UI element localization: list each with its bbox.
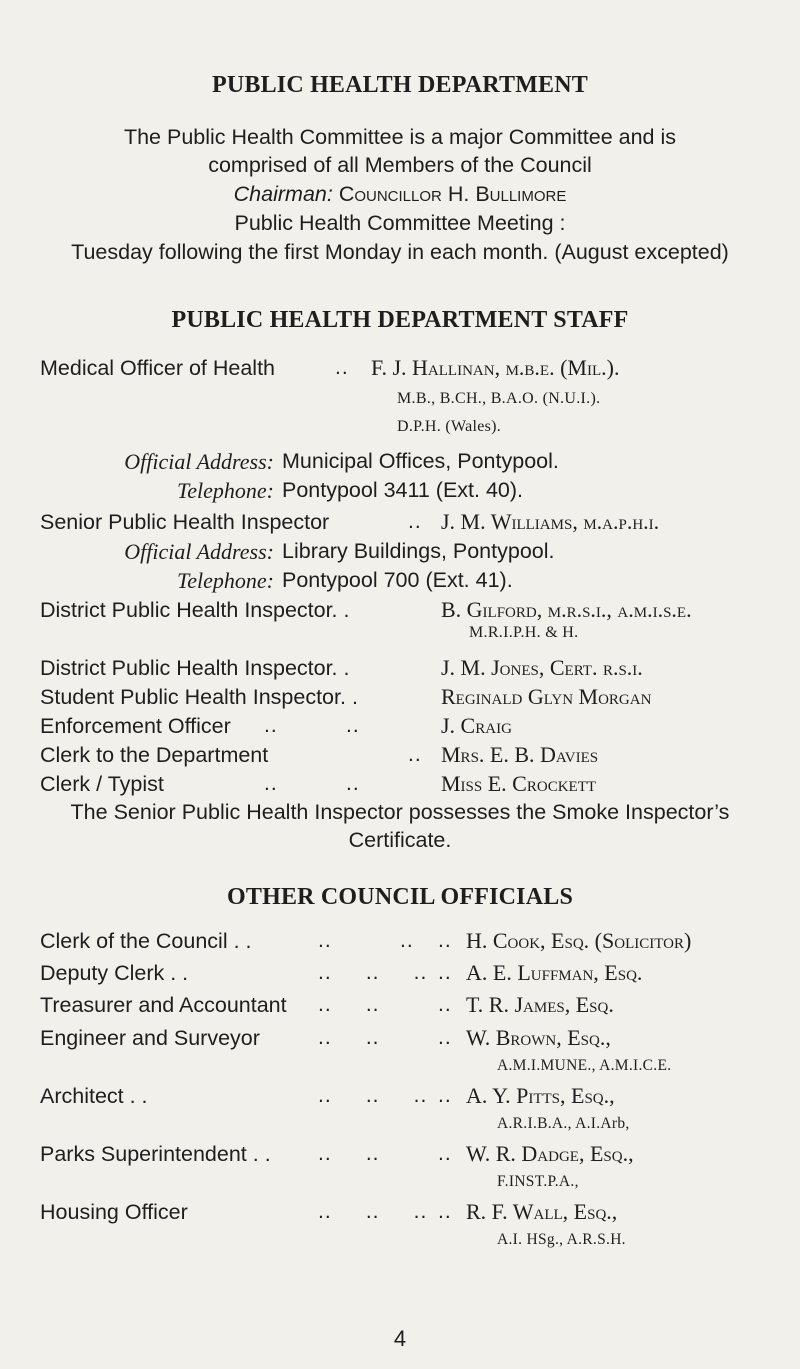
sphi-telephone-label: Telephone: xyxy=(177,568,274,593)
official-dots: .. .. .. xyxy=(318,1084,428,1107)
official-name: H. Cook, Esq. (Solicitor) xyxy=(466,928,692,953)
official-dots: .. .. .. xyxy=(318,961,428,984)
official-role: Housing Officer xyxy=(40,1200,188,1224)
typist-dots: .. .. xyxy=(264,772,360,795)
dphi1-qualifications: M.R.I.P.H. & H. xyxy=(469,624,579,641)
section-title-staff: PUBLIC HEALTH DEPARTMENT STAFF xyxy=(171,307,629,333)
typist-role: Clerk / Typist xyxy=(40,772,164,796)
official-dots: .. .. xyxy=(318,993,380,1016)
moh-telephone-label: Telephone: xyxy=(177,478,274,503)
clerk-dept-role: Clerk to the Department xyxy=(40,743,269,767)
official-name: T. R. James, Esq. xyxy=(466,992,614,1017)
meeting-label: Public Health Committee Meeting : xyxy=(234,211,566,235)
official-qualifications: A.M.I.MUNE., A.M.I.C.E. xyxy=(497,1057,672,1074)
sphi-telephone: Pontypool 700 (Ext. 41). xyxy=(282,568,513,592)
section-title-public-health: PUBLIC HEALTH DEPARTMENT xyxy=(211,72,588,98)
official-name: W. Brown, Esq., xyxy=(466,1025,611,1050)
dphi2-name: J. M. Jones, Cert. r.s.i. xyxy=(441,655,643,680)
official-qualifications: A.I. HSg., A.R.S.H. xyxy=(497,1231,626,1248)
smoke-inspector-note-2: Certificate. xyxy=(348,828,452,852)
student-name: Reginald Glyn Morgan xyxy=(441,684,652,709)
enforcement-role: Enforcement Officer xyxy=(40,714,231,738)
official-role: Architect . . xyxy=(40,1084,148,1108)
moh-role: Medical Officer of Health xyxy=(40,356,276,380)
dphi1-name: B. Gilford, m.r.s.i., a.m.i.s.e. xyxy=(441,597,692,622)
page-number: 4 xyxy=(393,1326,407,1351)
official-name: A. E. Luffman, Esq. xyxy=(466,960,643,985)
clerk-dept-dots: .. xyxy=(408,743,422,766)
intro-line-2: comprised of all Members of the Council xyxy=(208,153,592,177)
chairman-name: Councillor H. Bullimore xyxy=(338,182,567,206)
official-dots-lead: .. xyxy=(438,1084,452,1107)
moh-address: Municipal Offices, Pontypool. xyxy=(282,449,559,473)
official-dots-lead: .. xyxy=(438,929,452,952)
sphi-dots: .. xyxy=(408,510,422,533)
sphi-role: Senior Public Health Inspector xyxy=(40,510,330,534)
moh-address-label: Official Address: xyxy=(124,449,274,474)
sphi-name: J. M. Williams, m.a.p.h.i. xyxy=(441,509,660,534)
official-dots-lead: .. xyxy=(438,1142,452,1165)
official-qualifications: F.INST.P.A., xyxy=(497,1173,579,1190)
moh-dots: .. xyxy=(335,356,349,379)
moh-qualifications-2: D.P.H. (Wales). xyxy=(397,418,502,435)
official-dots: .. .. xyxy=(318,929,414,952)
intro-line-1: The Public Health Committee is a major Committee and is xyxy=(123,125,677,149)
sphi-address-label: Official Address: xyxy=(124,539,274,564)
official-name: W. R. Dadge, Esq., xyxy=(466,1141,634,1166)
official-dots: .. .. xyxy=(318,1142,380,1165)
sphi-address: Library Buildings, Pontypool. xyxy=(282,539,555,563)
official-dots-lead: .. xyxy=(438,961,452,984)
official-dots-lead: .. xyxy=(438,993,452,1016)
chairman-label: Chairman: xyxy=(233,182,333,206)
official-role: Parks Superintendent . . xyxy=(40,1142,271,1166)
enforcement-name: J. Craig xyxy=(441,713,512,738)
chairman-line xyxy=(0,182,800,207)
clerk-dept-name: Mrs. E. B. Davies xyxy=(441,742,599,767)
official-role: Clerk of the Council . . xyxy=(40,929,252,953)
enforcement-dots: .. .. xyxy=(264,714,360,737)
official-name: R. F. Wall, Esq., xyxy=(466,1199,618,1224)
official-dots-lead: .. xyxy=(438,1026,452,1049)
moh-qualifications-1: M.B., B.CH., B.A.O. (N.U.I.). xyxy=(397,390,601,407)
official-role: Deputy Clerk . . xyxy=(40,961,189,985)
dphi2-role: District Public Health Inspector. . xyxy=(40,656,350,680)
official-name: A. Y. Pitts, Esq., xyxy=(466,1083,615,1108)
section-title-officials: OTHER COUNCIL OFFICIALS xyxy=(227,884,573,910)
official-role: Engineer and Surveyor xyxy=(40,1026,260,1050)
official-dots: .. .. .. xyxy=(318,1200,428,1223)
official-qualifications: A.R.I.B.A., A.I.Arb, xyxy=(497,1115,630,1132)
dphi1-role: District Public Health Inspector. . xyxy=(40,598,350,622)
typist-name: Miss E. Crockett xyxy=(441,771,597,796)
official-role: Treasurer and Accountant xyxy=(40,993,287,1017)
moh-telephone: Pontypool 3411 (Ext. 40). xyxy=(282,478,524,502)
meeting-text: Tuesday following the first Monday in each month. (August excepted) xyxy=(71,240,729,264)
student-role: Student Public Health Inspector. . xyxy=(40,685,358,709)
moh-name: F. J. Hallinan, m.b.e. (Mil.). xyxy=(371,355,620,380)
official-dots-lead: .. xyxy=(438,1200,452,1223)
official-dots: .. .. xyxy=(318,1026,380,1049)
smoke-inspector-note-1: The Senior Public Health Inspector possesses the Smoke Inspector’s xyxy=(70,800,730,824)
